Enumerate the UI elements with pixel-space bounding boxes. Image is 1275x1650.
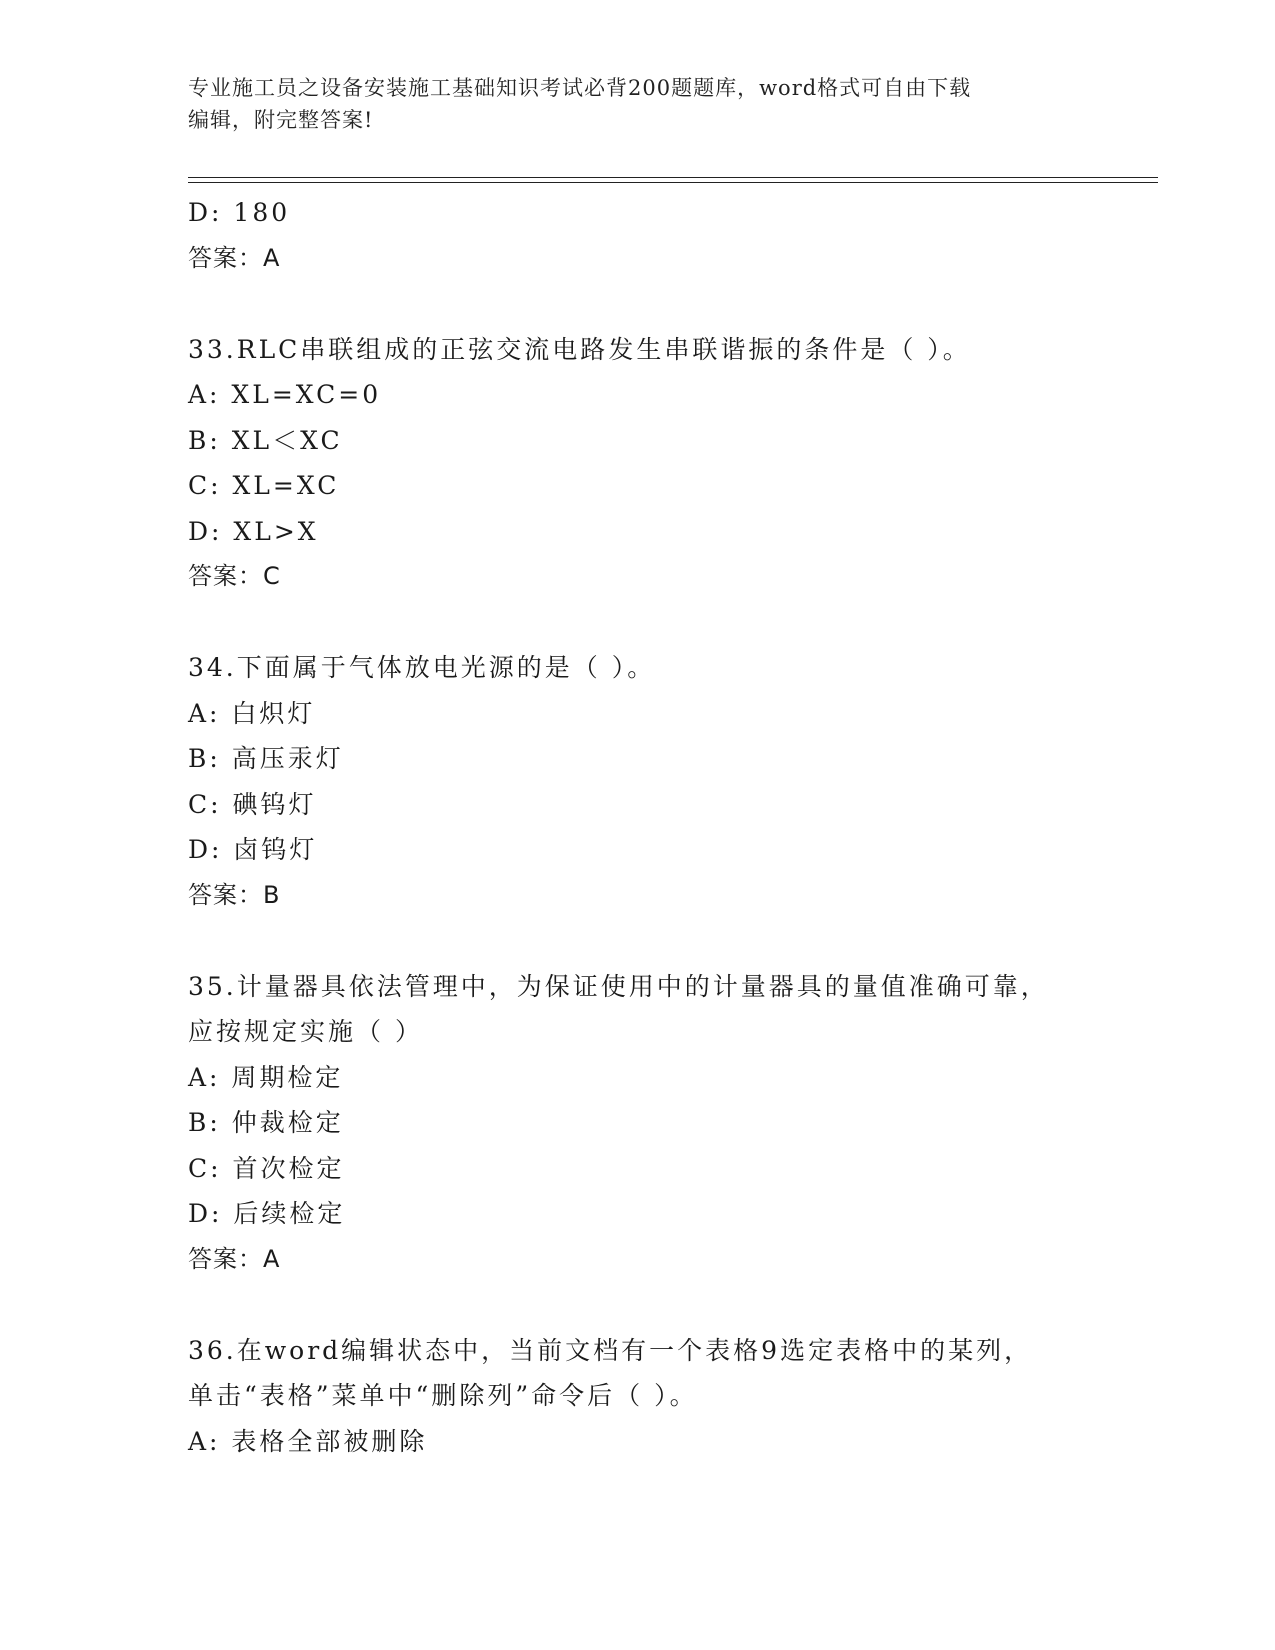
question-stem-continued: 单击“表格”菜单中“删除列”命令后（ ）。	[188, 1381, 698, 1410]
answer-line: 答案：A	[188, 1244, 281, 1273]
option-c: C: XL=XC	[188, 471, 340, 500]
question-list	[188, 190, 1158, 1464]
question-stem: 34.下面属于气体放电光源的是（ ）。	[188, 653, 656, 682]
question-stem: 35.计量器具依法管理中，为保证使用中的计量器具的量值准确可靠，	[188, 971, 1049, 1001]
option-b: B: 高压汞灯	[188, 744, 344, 773]
option-a: A: 周期检定	[188, 1062, 344, 1092]
option-d: D: XL>X	[188, 516, 319, 546]
header-divider-top	[188, 177, 1158, 178]
spacer	[188, 600, 1158, 646]
option-d: D: 卤钨灯	[188, 835, 318, 864]
question-34	[188, 645, 1158, 918]
option-a: A: 白炽灯	[188, 698, 316, 728]
question-33	[188, 327, 1158, 600]
spacer	[188, 918, 1158, 964]
question-36	[188, 1328, 1158, 1465]
spacer	[188, 281, 1158, 327]
answer-line: 答案：C	[188, 562, 281, 590]
option-c: C: 首次检定	[188, 1153, 345, 1183]
option-b: B: XL＜XC	[188, 425, 343, 455]
question-stem: 36.在word编辑状态中，当前文档有一个表格9选定表格中的某列，	[188, 1335, 1033, 1365]
option-b: B: 仲裁检定	[188, 1108, 344, 1137]
question-stem-continued: 应按规定实施（ ）	[188, 1017, 423, 1046]
question-stem: 33.RLC串联组成的正弦交流电路发生串联谐振的条件是（ ）。	[188, 334, 971, 364]
question-35	[188, 964, 1158, 1283]
header-divider-bottom	[188, 182, 1158, 183]
option-a: A: XL=XC=0	[188, 380, 382, 409]
answer-line: 答案：A	[188, 243, 281, 272]
answer-line: 答案：B	[188, 880, 281, 909]
spacer	[188, 1282, 1158, 1328]
header-title-line-1: 专业施工员之设备安装施工基础知识考试必背200题题库，word格式可自由下载	[188, 76, 972, 100]
document-header	[188, 72, 1068, 136]
option-d: D: 180	[188, 198, 291, 227]
header-title-line-2: 编辑，附完整答案!	[188, 108, 374, 132]
option-c: C: 碘钨灯	[188, 789, 317, 819]
option-d: D: 后续检定	[188, 1199, 346, 1228]
option-a: A: 表格全部被删除	[188, 1426, 428, 1456]
